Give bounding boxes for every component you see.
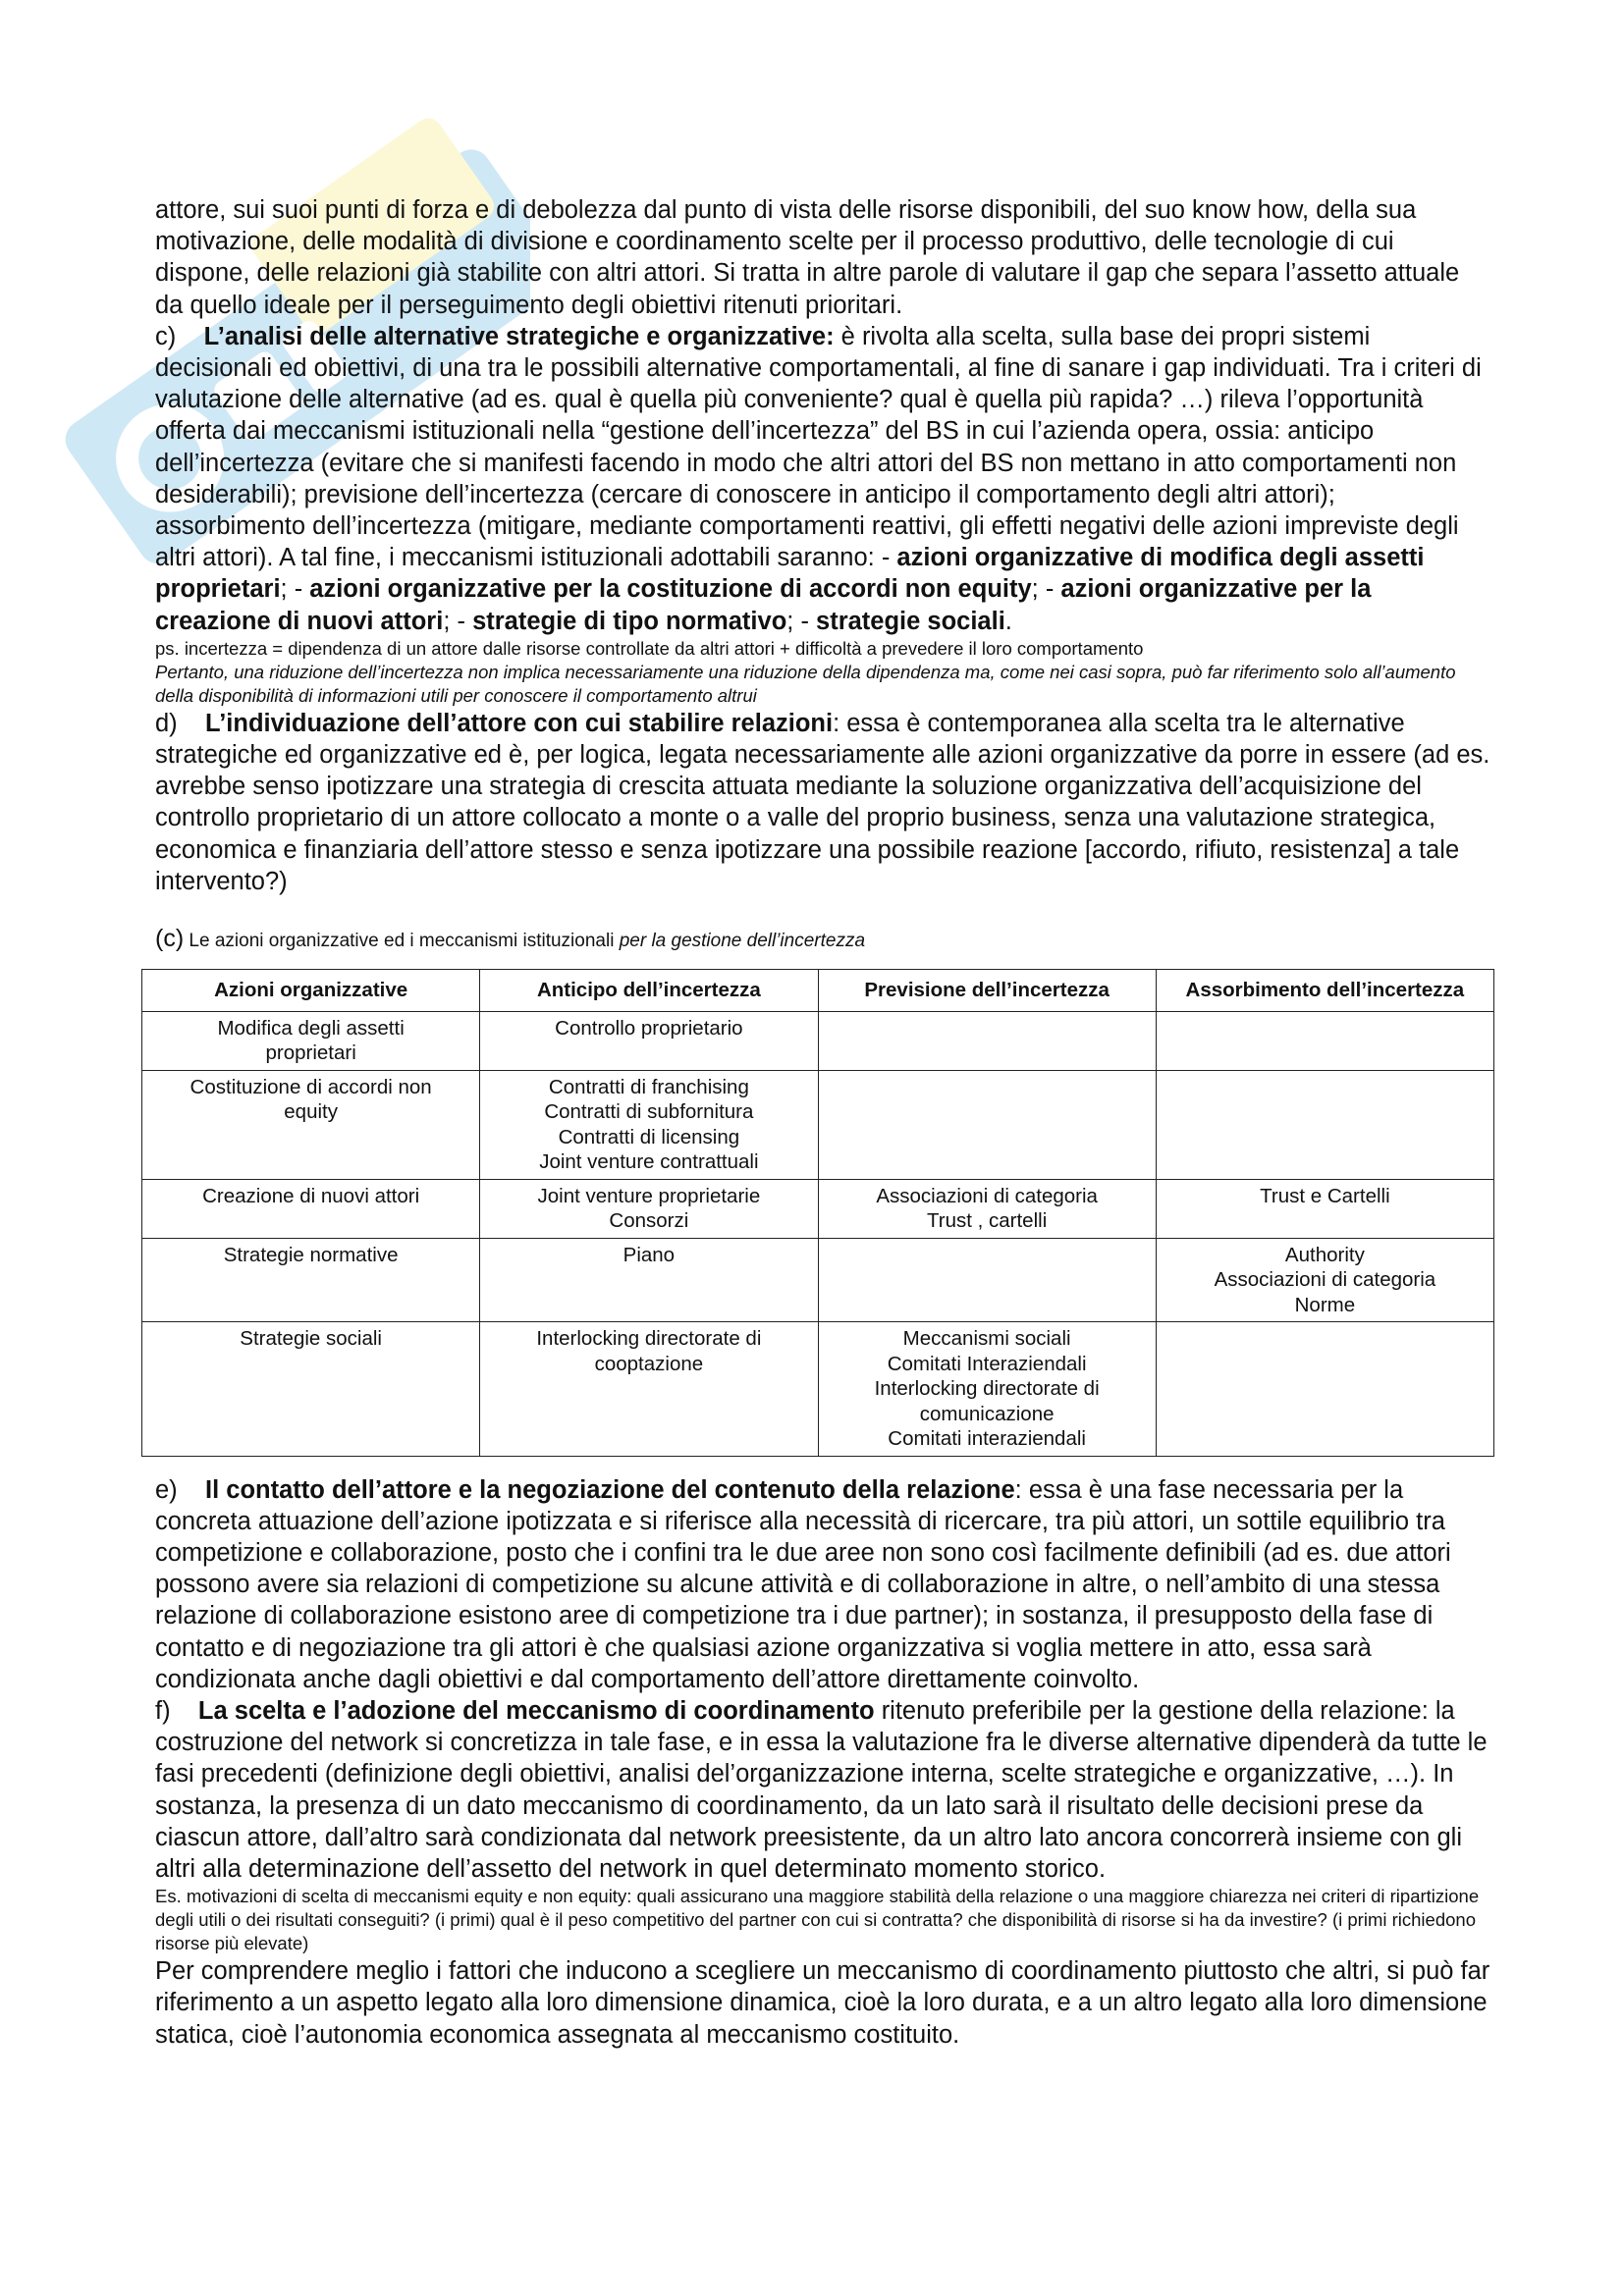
table-header-cell: Previsione dell’incertezza: [818, 970, 1156, 1012]
section-f-paragraph: [155, 1695, 1490, 1885]
table-cell: [480, 1322, 818, 1457]
mechanism-3: azioni organizzative per la creazione di nuovi attori: [155, 575, 1372, 635]
table-cell-line: Joint venture proprietarie: [537, 1184, 761, 1207]
table-cell-line: Comitati Interaziendali: [887, 1352, 1087, 1375]
table-cell-line: Trust , cartelli: [926, 1209, 1048, 1233]
table-cell-line: Interlocking directorate di: [874, 1377, 1100, 1401]
section-c-title: L’analisi delle alternative strategiche e organizzative:: [203, 322, 835, 350]
table-cell-line: Contratti di subfornitura: [544, 1100, 754, 1124]
table-header-cell: Assorbimento dell’incertezza: [1156, 970, 1493, 1012]
table-cell: [480, 1179, 818, 1238]
table-row: [142, 1011, 1494, 1070]
table-cell: [142, 1322, 480, 1457]
table-cell-line: cooptazione: [594, 1352, 704, 1375]
table-cell: [142, 1179, 480, 1238]
table-cell: [1156, 1322, 1493, 1457]
table-cell-line: Associazioni di categoria: [1214, 1268, 1436, 1292]
table-cell-line: Creazione di nuovi attori: [202, 1184, 420, 1207]
table-cell: [480, 1070, 818, 1179]
table-cell: [1156, 1070, 1493, 1179]
table-body: [142, 1011, 1494, 1456]
table-cell-line: Piano: [623, 1243, 676, 1266]
table-row: [142, 1238, 1494, 1322]
table-cell: [818, 1322, 1156, 1457]
table-cell-line: Comitati interaziendali: [888, 1427, 1086, 1451]
table-cell-line: comunicazione: [919, 1402, 1055, 1425]
section-e-title: Il contatto dell’attore e la negoziazione del contenuto della relazione: [205, 1475, 1015, 1504]
separator: ; -: [280, 575, 310, 604]
table-cell: [818, 1011, 1156, 1070]
section-e-letter: e): [155, 1475, 178, 1504]
section-d-paragraph: [155, 708, 1490, 897]
section-d-body: : essa è contemporanea alla scelta tra le alternative strategiche ed organizzative ed è, per logica, legata necessariamente alle azioni organizzative da porre in essere (ad es. avrebbe senso ipotizzare una strategia di crescita attuata mediante la soluzione organizzativa dell’acquisizione del controllo proprietario di un attore collocato a monte o a valle del proprio business, senza una valutazione strategica, economica e finanziaria dell’attore stesso e senza ipotizzare una possibile reazione [accordo, rifiuto, resistenza] a tale intervento?): [155, 709, 1490, 895]
intro-paragraph: attore, sui suoi punti di forza e di debolezza dal punto di vista delle risorse disponibili, del suo know how, della sua motivazione, delle modalità di divisione e coordinamento scelte per il processo produttivo, delle tecnologie di cui dispone, delle relazioni già stabilite con altri attori. Si tratta in altre parole di valutare il gap che separa l’assetto attuale da quello ideale per il perseguimento degli obiettivi ritenuti prioritari.: [155, 196, 1460, 319]
section-c-letter: c): [155, 322, 177, 350]
table-row: [142, 1070, 1494, 1179]
example-note: Es. motivazioni di scelta di meccanismi equity e non equity: quali assicurano una maggiore stabilità della relazione o una maggiore chiarezza nei criteri di ripartizione degli utili o dei risultati conseguiti? (i primi) qual è il peso competitivo del partner con cui si contratta? che disponibilità di risorse si ha da investire? (i primi richiedono risorse più elevate): [155, 1886, 1480, 1954]
ps-note: ps. incertezza = dipendenza di un attore dalle risorse controllate da altri attori + difficoltà a prevedere il loro comportamento: [155, 637, 1144, 659]
mechanism-5: strategie sociali: [816, 607, 1005, 635]
table-cell: [1156, 1011, 1493, 1070]
table-cell: [480, 1238, 818, 1322]
table-cell: [142, 1011, 480, 1070]
table-cell-line: Authority: [1284, 1243, 1365, 1266]
section-f-body: ritenuto preferibile per la gestione della relazione: la costruzione del network si concretizza in tale fase, e in essa la valutazione fra le diverse alternative dipenderà da tutte le fasi precedenti (definizione degli obiettivi, analisi del’organizzazione interna, scelte strategiche e organizzative, …). In sostanza, la presenza di un dato meccanismo di coordinamento, da un lato sarà il risultato delle decisioni prese da ciascun attore, dall’altro sarà condizionata dal network preesistente, da un altro lato ancora concorrerà insieme con gli altri alla determinazione dell’assetto del network in quel determinato momento storico.: [155, 1696, 1488, 1883]
table-cell: [480, 1011, 818, 1070]
table-cell-line: Trust e Cartelli: [1260, 1184, 1390, 1207]
table-cell-line: Contratti di franchising: [548, 1075, 749, 1098]
separator: ; -: [443, 607, 473, 635]
table-cell: [1156, 1179, 1493, 1238]
table-caption-italic: per la gestione dell’incertezza: [619, 931, 866, 952]
section-f-title: La scelta e l’adozione del meccanismo di coordinamento: [197, 1696, 875, 1725]
table-cell: [1156, 1238, 1493, 1322]
document-page: [155, 194, 1490, 2051]
table-cell-line: Meccanismi sociali: [902, 1327, 1071, 1351]
mechanism-2: azioni organizzative per la costituzione di accordi non equity: [309, 575, 1032, 604]
table-cell-line: Controllo proprietario: [555, 1016, 743, 1040]
table-header-row: [142, 970, 1494, 1012]
table-caption: [155, 925, 1490, 953]
section-c-paragraph: [155, 321, 1490, 637]
table-cell-line: Modifica degli assetti: [217, 1016, 405, 1040]
section-d-title: L’individuazione dell’attore con cui stabilire relazioni: [205, 709, 834, 737]
table-cell-line: Strategie normative: [223, 1243, 399, 1266]
mechanism-1: azioni organizzative di modifica degli assetti proprietari: [155, 544, 1425, 604]
separator: .: [1004, 607, 1012, 635]
mechanism-4: strategie di tipo normativo: [472, 607, 787, 635]
table-cell-line: Consorzi: [609, 1209, 689, 1233]
section-d-letter: d): [155, 709, 178, 737]
closing-paragraph: Per comprendere meglio i fattori che inducono a scegliere un meccanismo di coordinamento piuttosto che altri, si può far riferimento a un aspetto legato alla loro dimensione dinamica, cioè la loro durata, e a un altro legato alla loro dimensione statica, cioè l’autonomia economica assegnata al meccanismo costituito.: [155, 1957, 1490, 2049]
table-header-cell: Azioni organizzative: [142, 970, 480, 1012]
table-cell: [818, 1238, 1156, 1322]
table-cell: [818, 1070, 1156, 1179]
ps-italic-note: Pertanto, una riduzione dell’incertezza non implica necessariamente una riduzione della dipendenza ma, come nei casi sopra, può far riferimento solo all’aumento della disponibilità di informazioni utili per conoscere il comportamento altrui: [155, 661, 1456, 706]
section-e-paragraph: [155, 1474, 1490, 1695]
separator: ; -: [1031, 575, 1061, 604]
table-cell-line: Interlocking directorate di: [536, 1327, 762, 1351]
table-header-cell: Anticipo dell’incertezza: [480, 970, 818, 1012]
table-cell-line: equity: [284, 1100, 338, 1124]
mechanisms-table: [141, 969, 1494, 1457]
table-cell: [142, 1070, 480, 1179]
separator: ; -: [786, 607, 817, 635]
table-caption-text: Le azioni organizzative ed i meccanismi istituzionali: [184, 931, 620, 952]
section-f-letter: f): [155, 1696, 171, 1725]
table-cell: [142, 1238, 480, 1322]
table-row: [142, 1322, 1494, 1457]
table-cell-line: Associazioni di categoria: [876, 1184, 1098, 1207]
table-cell-line: Strategie sociali: [240, 1327, 382, 1351]
table-cell-line: Contratti di licensing: [558, 1125, 740, 1148]
table-cell-line: Norme: [1294, 1293, 1356, 1316]
table-cell-line: proprietari: [265, 1041, 356, 1065]
table-cell: [818, 1179, 1156, 1238]
section-e-body: : essa è una fase necessaria per la concreta attuazione dell’azione ipotizzata e si riferisce alla necessità di ricercare, tra più attori, un sottile equilibrio tra competizione e collaborazione, posto che i confini tra le due aree non sono così facilmente definibili (ad es. due attori possono avere sia relazioni di competizione su alcune attività e di collaborazione in altre, o nell’ambito di una stessa relazione di collaborazione esistono aree di competizione tra i due partner); in sostanza, il presupposto della fase di contatto e di negoziazione tra gli attori è che qualsiasi azione organizzativa si voglia mettere in atto, essa sarà condizionata anche dagli obiettivi e dal comportamento dell’attore direttamente coinvolto.: [155, 1475, 1451, 1693]
table-cell-line: Costituzione di accordi non: [189, 1075, 432, 1098]
section-c-body: è rivolta alla scelta, sulla base dei propri sistemi decisionali ed obiettivi, di una tra le possibili alternative comportamentali, al fine di sanare i gap individuati. Tra i criteri di valutazione delle alternative (ad es. qual è quella più conveniente? qual è quella più rapida? …) rileva l’opportunità offerta dai meccanismi istituzionali nella “gestione dell’incertezza” del BS in cui l’azienda opera, ossia: anticipo dell’incertezza (evitare che si manifesti facendo in modo che altri attori del BS non mettano in atto comportamenti non desiderabili); previsione dell’incertezza (cercare di conoscere in anticipo il comportamento degli altri attori); assorbimento dell’incertezza (mitigare, mediante comportamenti reattivi, gli effetti negativi delle azioni impreviste degli altri attori). A tal fine, i meccanismi istituzionali adottabili saranno: -: [155, 322, 1482, 572]
table-cell-line: Joint venture contrattuali: [539, 1150, 759, 1174]
table-row: [142, 1179, 1494, 1238]
table-caption-lead: (c): [155, 925, 185, 953]
